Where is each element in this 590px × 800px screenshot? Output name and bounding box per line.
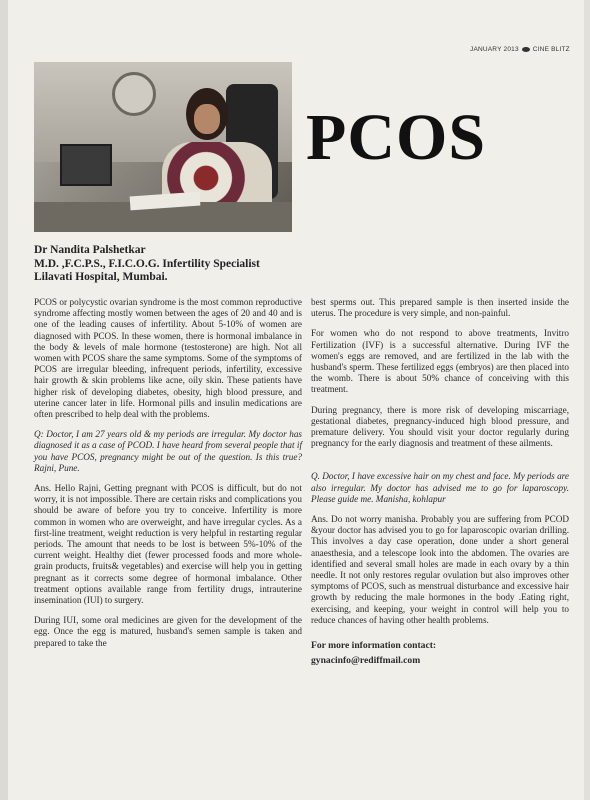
logo-dot-icon (522, 47, 530, 52)
right-column (311, 297, 569, 670)
wall-clock-icon (112, 72, 156, 116)
author-block (34, 244, 304, 285)
ivf-paragraph: For women who do not respond to above treatments, Invitro Fertilization (IVF) is a successful alternative. During IVF the women's eggs are removed, and are fertilized in the lab with the husband's sperm. These fertilized eggs (embryos) are then placed into the womb. There is about 50% chance of conceiving with this treatment. (311, 328, 569, 395)
monitor-icon (60, 144, 112, 186)
contact-email[interactable]: gynacinfo@rediffmail.com (311, 655, 421, 667)
doctor-photo (34, 62, 292, 232)
contact-label: For more information contact: (311, 640, 437, 652)
author-hospital: Lilavati Hospital, Mumbai. (34, 271, 168, 283)
author-credentials: M.D. ,F.C.P.S., F.I.C.O.G. Infertility Specialist (34, 257, 260, 270)
article-title: PCOS (306, 101, 487, 174)
answer-2: Ans. Do not worry manisha. Probably you are suffering from PCOD &your doctor has advised you to go for laparoscopic ovarian drilling. This involves a day case operation, done under a short general anaesthesia, and a telescope look into the abdomen. The ovaries are identified and several small holes are made in each ovary by a thin needle. It not only restores regular ovulation but also improves other symptoms of PCOS, such as menstrual disturbance and excessive hair growth by reducing the male hormones in the body .Eating right, exercising, and keeping, your weight in control will help you to reduce chances of having other health problems. (311, 514, 569, 625)
page-edge-right (584, 0, 590, 800)
author-name: Dr Nandita Palshetkar (34, 244, 146, 256)
intro-paragraph: PCOS or polycystic ovarian syndrome is the most common reproductive syndrome affecting mostly women between the ages of 20 and 40 and is one of the leading causes of infertility. About 5-10% of women are diagnosed with PCOS. In these women, there is hormonal imbalance in the body & levels of male hormone (testosterone) are high. Not all women with PCOS share the same symptoms. Some of the symptoms of PCOS are irregular bleeding, infrequent periods, infertility, excessive hair growth & skin problems like acne, oily skin. These patients have higher risk of developing diabetes, obesity, high blood pressure, and uterine cancer later in life. Hormonal pills and insulin medications are often prescribed to help deal with the problems. (34, 297, 302, 420)
magazine-name: CINE BLITZ (532, 46, 570, 53)
page-edge-left (0, 0, 8, 800)
iui-continued-paragraph: best sperms out. This prepared sample is then inserted inside the uterus. The procedure is very simple, and non-painful. (311, 297, 569, 319)
iui-paragraph: During IUI, some oral medicines are given for the development of the egg. Once the egg is matured, husband's semen sample is taken and prepared to take the (34, 615, 302, 648)
issue-date: JANUARY 2013 (470, 46, 519, 53)
magazine-header (470, 46, 582, 53)
left-column (34, 297, 302, 658)
answer-1: Ans. Hello Rajni, Getting pregnant with PCOS is difficult, but do not worry, it is not impossible. There are certain risks and complications you should be aware of before you try to conceive. Infertility is more common in women who are overweight, and have irregular cycles. As a first-line treatment, weight reduction is very helpful in restarting regular periods. The amount that needs to be lost is between 5%-10% of the current weight. Healthy diet (fewer processed foods and more whole-grain products, fruits& vegetables) and exercise will help you in getting pregnant as it corrects some degree of hormonal imbalance. Other treatment options available range from fertility drugs, intrauterine insemination (IUI) to surgery. (34, 483, 302, 606)
question-1: Q: Doctor, I am 27 years old & my periods are irregular. My doctor has diagnosed it as a case of PCOD. I have heard from several people that if you have PCOS, pregnancy might be out of the question. Is this true? Rajni, Pune. (34, 429, 302, 473)
pregnancy-paragraph: During pregnancy, there is more risk of developing miscarriage, gestational diabetes, pregnancy-induced high blood pressure, and premature delivery. You should visit your doctor regularly during pregnancy for the early diagnosis and treatment of these ailments. (311, 404, 569, 449)
question-2: Q. Doctor, I have excessive hair on my chest and face. My periods are also irregular. My doctor has advised me to go for laparoscopy. Please guide me. Manisha, kohlapur (311, 471, 569, 504)
contact-block (311, 640, 569, 666)
